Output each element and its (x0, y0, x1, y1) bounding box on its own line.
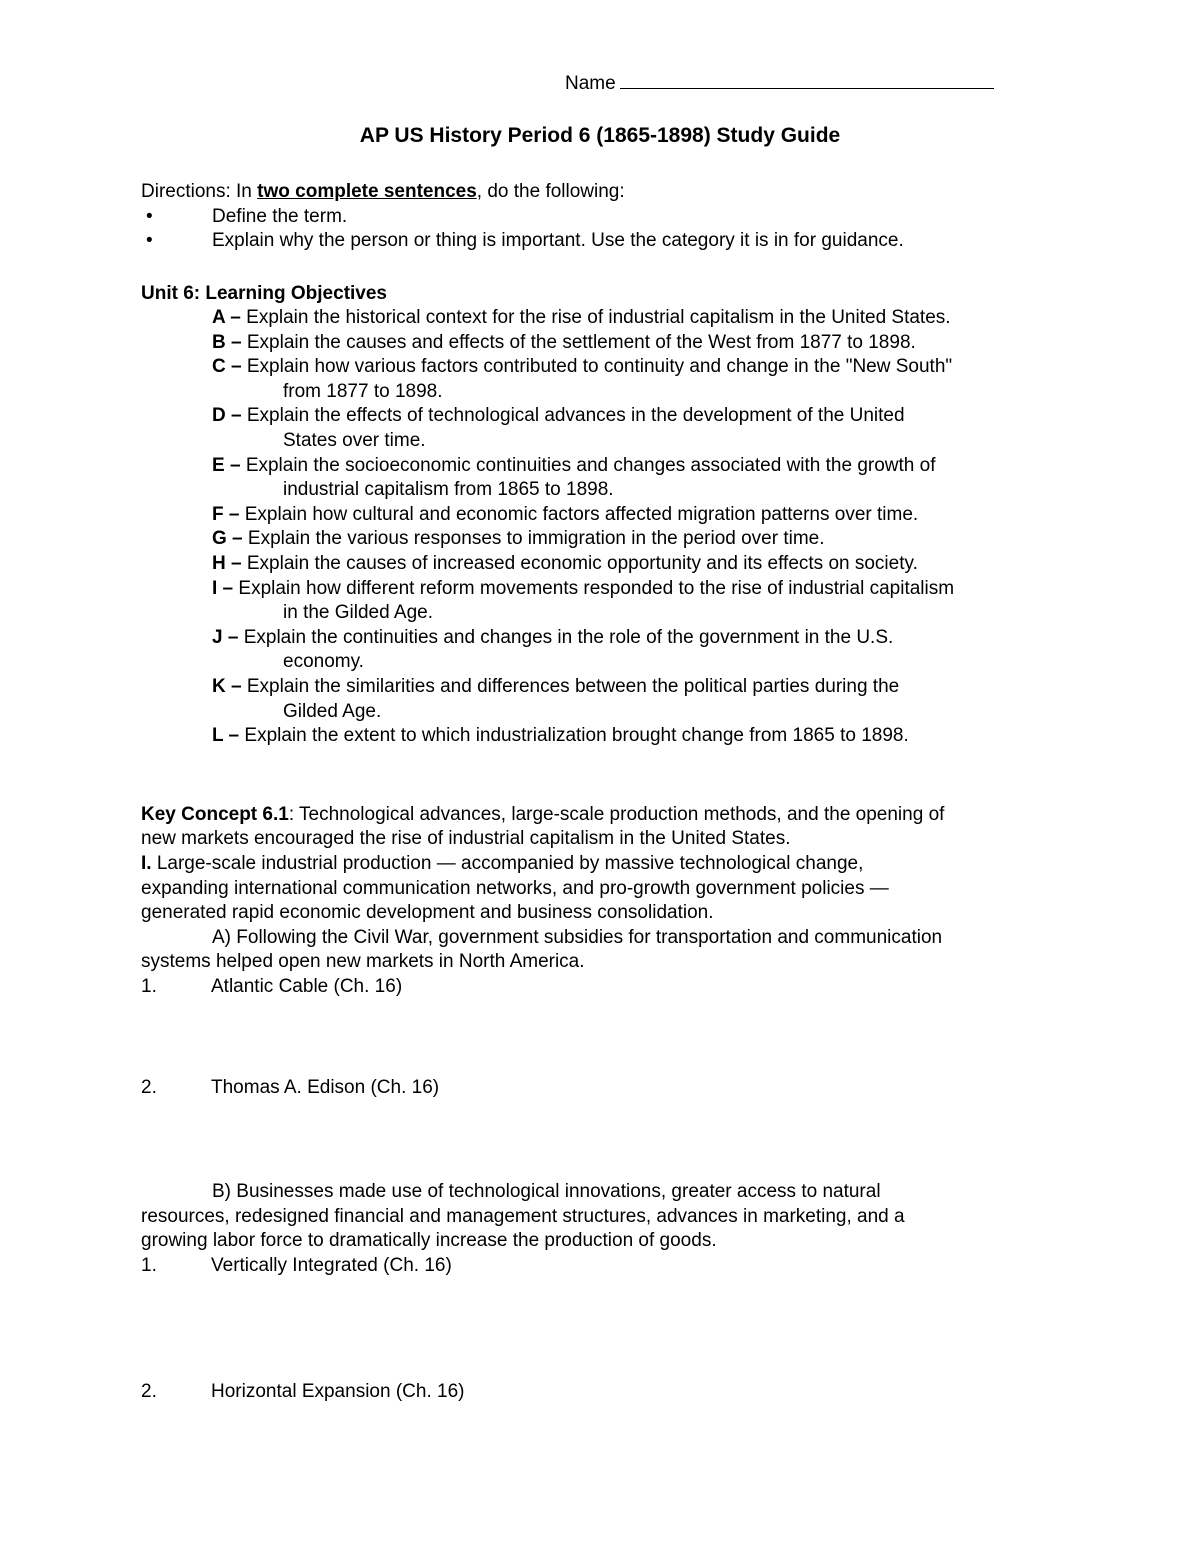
term-item (141, 1380, 464, 1404)
objective-continuation: from 1877 to 1898. (283, 381, 443, 402)
objective-letter: K – (212, 676, 242, 697)
bullet-text: Define the term. (212, 206, 348, 227)
key-concept-label: Key Concept 6.1 (141, 804, 289, 825)
objective-text: Explain how different reform movements responded to the rise of industrial capitalism (238, 578, 955, 599)
directions-prefix: Directions: In (141, 181, 258, 202)
objective-continuation: Gilded Age. (283, 701, 382, 722)
objective-letter: I – (212, 578, 234, 599)
sub-a-line-1: A) Following the Civil War, government subsidies for transportation and communication (212, 927, 943, 948)
roman-i-line-2: expanding international communication networks, and pro-growth government policies — (141, 878, 889, 899)
objective-item (212, 503, 918, 527)
objective-letter: H – (212, 553, 242, 574)
objective-item (212, 331, 916, 355)
name-blank-line (620, 70, 994, 89)
objective-text: Explain the socioeconomic continuities and changes associated with the growth of (245, 455, 936, 476)
directions-bullet (141, 229, 904, 253)
objective-continuation: industrial capitalism from 1865 to 1898. (283, 479, 614, 500)
objective-continuation: economy. (283, 651, 364, 672)
term-text: Horizontal Expansion (Ch. 16) (211, 1381, 465, 1402)
objective-text: Explain the various responses to immigration in the period over time. (247, 528, 825, 549)
sub-b-line-1: B) Businesses made use of technological innovations, greater access to natural (212, 1181, 881, 1202)
directions (141, 180, 625, 204)
objective-letter: C – (212, 356, 242, 377)
objective-letter: A – (212, 307, 241, 328)
term-text: Atlantic Cable (Ch. 16) (211, 976, 403, 997)
term-item (141, 975, 402, 999)
name-field (565, 70, 994, 96)
objective-item (212, 454, 936, 478)
directions-bullet (141, 205, 347, 229)
objective-item (212, 626, 893, 650)
objective-item (212, 404, 905, 428)
bullet-text: Explain why the person or thing is important. Use the category it is in for guidance. (212, 230, 904, 251)
objective-letter: J – (212, 627, 239, 648)
objective-continuation: States over time. (283, 430, 426, 451)
page-title: AP US History Period 6 (1865-1898) Study Guide (359, 124, 841, 147)
term-item (141, 1076, 439, 1100)
roman-label: I. (141, 853, 152, 874)
objective-item (212, 724, 909, 748)
directions-emphasis: two complete sentences (257, 181, 477, 202)
objective-text: Explain the continuities and changes in the role of the government in the U.S. (243, 627, 894, 648)
term-item (141, 1254, 452, 1278)
objective-item (212, 552, 918, 576)
objective-item (212, 675, 899, 699)
objective-text: Explain the effects of technological advances in the development of the United (246, 405, 905, 426)
objective-text: Explain how cultural and economic factors affected migration patterns over time. (244, 504, 919, 525)
objective-item (212, 527, 825, 551)
term-number: 1. (141, 1255, 157, 1276)
name-label: Name (565, 73, 616, 94)
directions-suffix: , do the following: (476, 181, 625, 202)
objective-text: Explain the historical context for the rise of industrial capitalism in the United States. (246, 307, 951, 328)
bullet-icon: • (146, 230, 153, 251)
sub-a-line-2: systems helped open new markets in North America. (141, 951, 585, 972)
objective-letter: L – (212, 725, 240, 746)
objective-letter: G – (212, 528, 243, 549)
term-number: 2. (141, 1381, 157, 1402)
objectives-heading: Unit 6: Learning Objectives (141, 283, 387, 304)
objective-letter: B – (212, 332, 242, 353)
roman-i-line-1: I. Large-scale industrial production — accompanied by massive technological change, (141, 853, 864, 874)
objective-item (212, 306, 951, 330)
key-concept-line-2: new markets encouraged the rise of industrial capitalism in the United States. (141, 828, 791, 849)
sub-b-line-3: growing labor force to dramatically increase the production of goods. (141, 1230, 717, 1251)
objective-letter: D – (212, 405, 242, 426)
bullet-icon: • (146, 206, 153, 227)
objective-letter: E – (212, 455, 241, 476)
objective-text: Explain the causes of increased economic opportunity and its effects on society. (246, 553, 918, 574)
term-text: Vertically Integrated (Ch. 16) (211, 1255, 452, 1276)
objective-item (212, 577, 954, 601)
key-concept-line-1: Key Concept 6.1: Technological advances, large-scale production methods, and the opening of (141, 804, 945, 825)
term-number: 1. (141, 976, 157, 997)
objective-text: Explain the similarities and differences between the political parties during the (246, 676, 900, 697)
objective-letter: F – (212, 504, 240, 525)
roman-i-line-3: generated rapid economic development and business consolidation. (141, 902, 714, 923)
term-number: 2. (141, 1077, 157, 1098)
objective-text: Explain the extent to which industrialization brought change from 1865 to 1898. (244, 725, 909, 746)
term-text: Thomas A. Edison (Ch. 16) (211, 1077, 440, 1098)
objective-text: Explain how various factors contributed to continuity and change in the "New South" (246, 356, 953, 377)
objective-item (212, 355, 952, 379)
objective-text: Explain the causes and effects of the settlement of the West from 1877 to 1898. (246, 332, 916, 353)
sub-b-line-2: resources, redesigned financial and management structures, advances in marketing, and a (141, 1206, 905, 1227)
objective-continuation: in the Gilded Age. (283, 602, 433, 623)
